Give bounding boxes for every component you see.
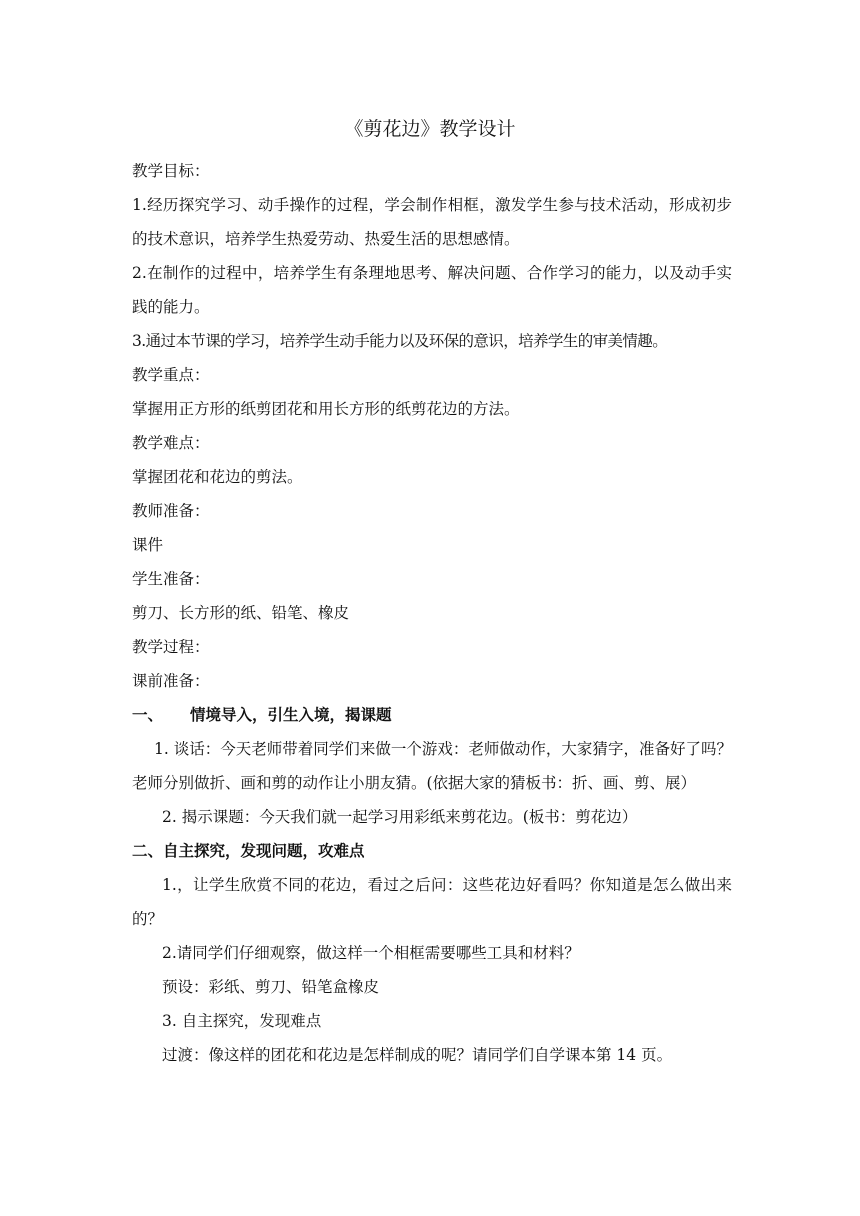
section-2-item-1: 1.，让学生欣赏不同的花边，看过之后问：这些花边好看吗？你知道是怎么做出来的？ <box>132 876 732 928</box>
paragraph-objectives-label: 教学目标： <box>132 162 210 180</box>
section-2-heading: 二、自主探究，发现问题，攻难点 <box>132 841 365 860</box>
section-2-item-4: 3. 自主探究，发现难点 <box>162 1012 322 1030</box>
section-1-number: 一、 <box>132 705 164 724</box>
paragraph-student-prep: 剪刀、长方形的纸、铅笔、橡皮 <box>132 604 350 622</box>
section-1-title: 情境导入，引生入境，揭课题 <box>190 705 392 724</box>
paragraph-key-points: 掌握用正方形的纸剪团花和用长方形的纸剪花边的方法。 <box>132 400 520 418</box>
paragraph-pre-class-label: 课前准备： <box>132 672 210 690</box>
section-2-item-5: 过渡：像这样的团花和花边是怎样制成的呢？请同学们自学课本第 14 页。 <box>162 1046 673 1064</box>
paragraph-objective-3: 3.通过本节课的学习，培养学生动手能力以及环保的意识，培养学生的审美情趣。 <box>132 332 668 350</box>
paragraph-student-prep-label: 学生准备： <box>132 570 210 588</box>
paragraph-difficulty-label: 教学难点： <box>132 434 210 452</box>
paragraph-process-label: 教学过程： <box>132 638 210 656</box>
section-1-item-1: 1. 谈话：今天老师带着同学们来做一个游戏：老师做动作，大家猜字，准备好了吗？老师分别做折、画和剪的动作让小朋友猜。(依据大家的猜板书：折、画、剪、展） <box>132 740 732 792</box>
section-2-item-2: 2.请同学们仔细观察，做这样一个相框需要哪些工具和材料？ <box>162 944 580 962</box>
paragraph-teacher-prep: 课件 <box>132 536 164 554</box>
paragraph-objective-2: 2.在制作的过程中，培养学生有条理地思考、解决问题、合作学习的能力，以及动手实践的能力。 <box>132 264 732 316</box>
section-2-item-3: 预设：彩纸、剪刀、铅笔盒橡皮 <box>162 978 380 996</box>
document-title: 《剪花边》教学设计 <box>344 118 516 140</box>
paragraph-objective-1: 1.经历探究学习、动手操作的过程，学会制作相框，激发学生参与技术活动，形成初步的技术意识，培养学生热爱劳动、热爱生活的思想感情。 <box>132 196 732 248</box>
section-1-heading <box>132 698 732 732</box>
paragraph-difficulty: 掌握团花和花边的剪法。 <box>132 468 303 486</box>
paragraph-teacher-prep-label: 教师准备： <box>132 502 210 520</box>
document-body <box>132 154 732 1072</box>
section-1-item-2: 2. 揭示课题：今天我们就一起学习用彩纸来剪花边。(板书：剪花边） <box>162 808 638 826</box>
paragraph-key-points-label: 教学重点： <box>132 366 210 384</box>
